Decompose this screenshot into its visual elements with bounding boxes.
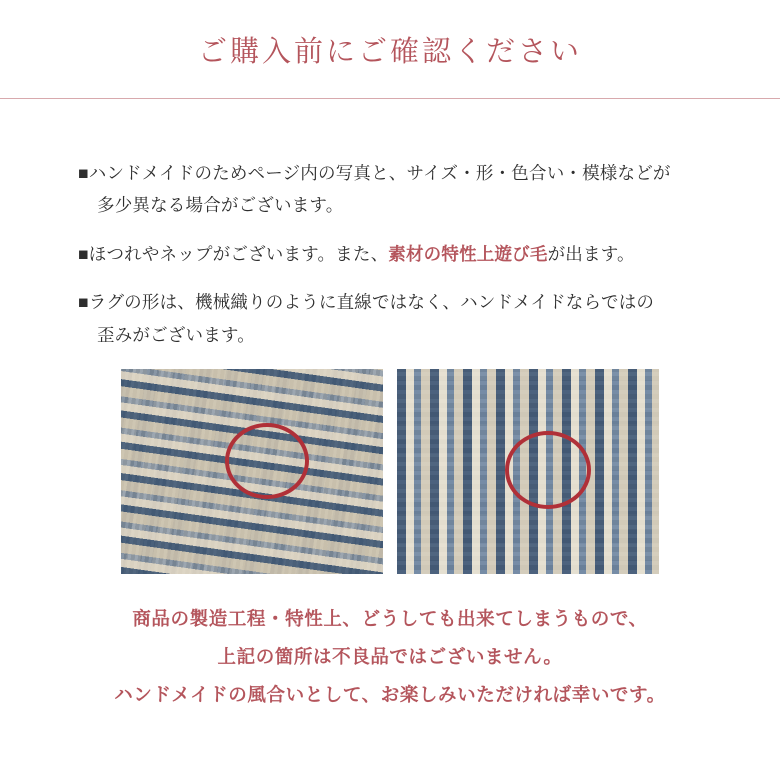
defect-highlight-circle	[225, 423, 309, 499]
note-item	[78, 157, 702, 222]
footer-line-3: ハンドメイドの風合いとして、お楽しみいただければ幸いです。	[114, 683, 666, 705]
note-text-line2: 歪みがございます。	[97, 324, 255, 345]
note-text-line1: ラグの形は、機械織りのように直線ではなく、ハンドメイドならではの	[88, 292, 655, 313]
page-title: ご購入前にご確認ください	[197, 35, 582, 68]
note-bullet: ■	[78, 243, 89, 264]
note-item	[78, 238, 702, 270]
defect-highlight-circle	[505, 431, 591, 509]
note-text-lead: ほつれやネップがございます。また、	[88, 243, 389, 264]
footer-line-2: 上記の箇所は不良品ではございません。	[217, 645, 563, 667]
page-header	[0, 0, 780, 98]
footer-message	[0, 600, 780, 714]
note-bullet: ■	[78, 292, 89, 313]
note-text-line2: 多少異なる場合がございます。	[97, 195, 344, 216]
note-text-tail: が出ます。	[547, 243, 635, 264]
rug-closeup-photo-right	[397, 369, 659, 574]
photo-gallery	[0, 369, 780, 574]
note-bullet: ■	[78, 163, 89, 183]
note-item	[78, 286, 702, 351]
notes-list	[0, 99, 780, 351]
footer-line-1: 商品の製造工程・特性上、どうしても出来てしまうもので、	[132, 607, 648, 629]
rug-closeup-photo-left	[121, 369, 383, 574]
note-text-line1: ハンドメイドのためページ内の写真と、サイズ・形・色合い・模様などが	[88, 163, 671, 183]
note-text-highlight: 素材の特性上遊び毛	[388, 243, 548, 264]
